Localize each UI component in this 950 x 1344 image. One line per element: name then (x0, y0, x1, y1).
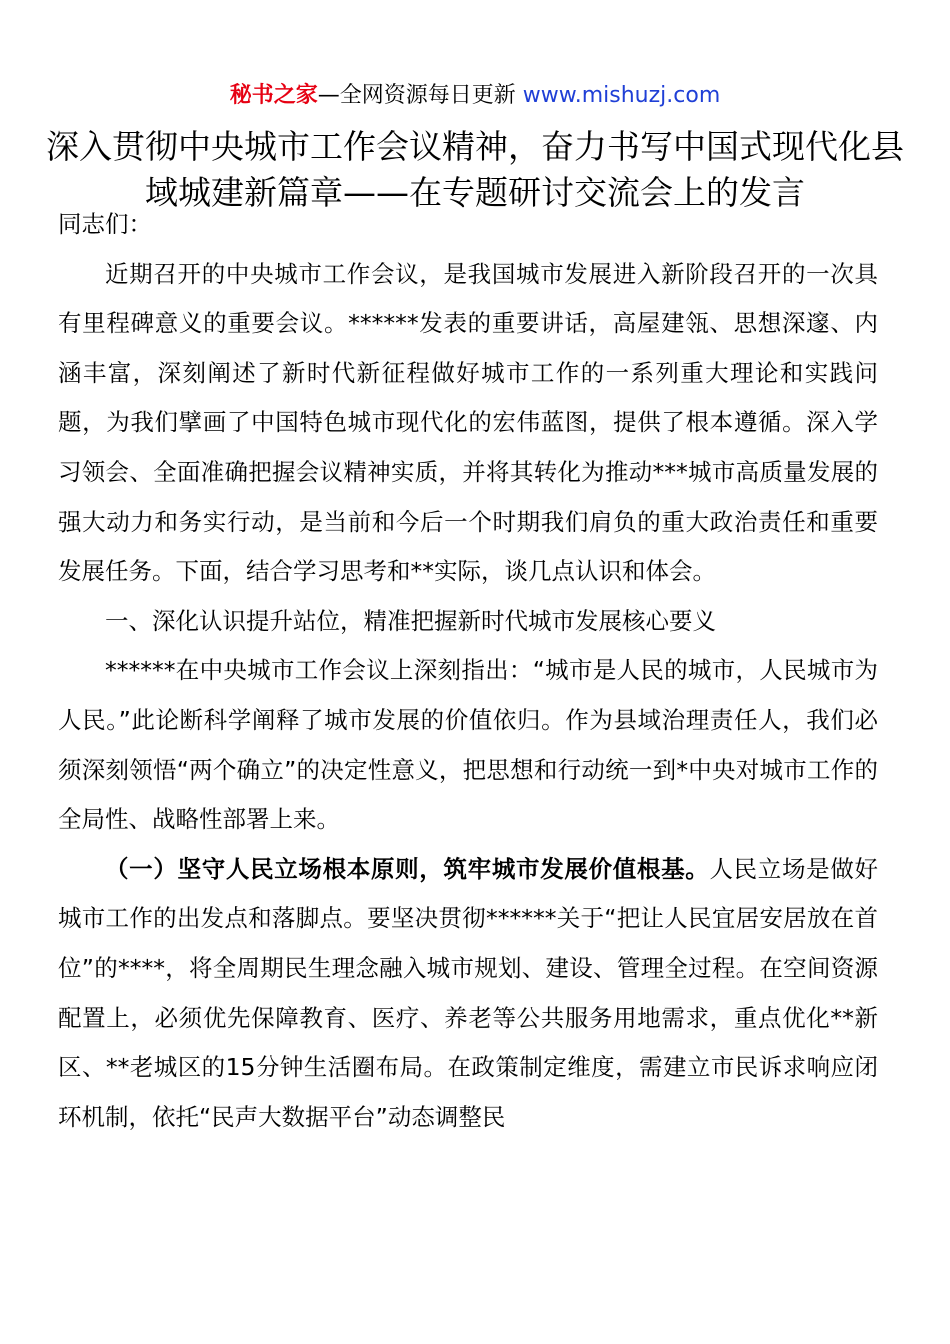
subsection-paragraph (58, 845, 878, 1143)
site-banner (0, 80, 950, 112)
brand-name: 秘书之家 (229, 83, 318, 108)
subsection-heading: （一）坚守人民立场根本原则，筑牢城市发展价值根基。 (105, 854, 710, 883)
intro-paragraph: 近期召开的中央城市工作会议，是我国城市发展进入新阶段召开的一次具有里程碑意义的重要会议。******发表的重要讲话，高屋建瓴、思想深邃、内涵丰富，深刻阐述了新时代新征程做好城市工作的一系列重大理论和实践问题，为我们擘画了中国特色城市现代化的宏伟蓝图，提供了根本遵循。深入学习领会、全面准确把握会议精神实质，并将其转化为推动***城市高质量发展的强大动力和务实行动，是当前和今后一个时期我们肩负的重大政治责任和重要发展任务。下面，结合学习思考和**实际，谈几点认识和体会。 (58, 259, 878, 586)
site-link[interactable]: www.mishuzj.com (522, 83, 721, 108)
subsection-text: 人民立场是做好城市工作的出发点和落脚点。要坚决贯彻******关于“把让人民宜居安居放在首位”的****，将全周期民生理念融入城市规划、建设、管理全过程。在空间资源配置上，必须优先保障教育、医疗、养老等公共服务用地需求，重点优化**新区、**老城区的15分钟生活圈布局。在政策制定维度，需建立市民诉求响应闭环机制，依托“民声大数据平台”动态调整民 (58, 854, 879, 1131)
salutation: 同志们： (58, 210, 152, 238)
banner-tagline: —全网资源每日更新 (317, 83, 516, 108)
section-paragraph: ******在中央城市工作会议上深刻指出：“城市是人民的城市，人民城市为人民。”此论断科学阐释了城市发展的价值依归。作为县域治理责任人，我们必须深刻领悟“两个确立”的决定性意义，把思想和行动统一到*中央对城市工作的全局性、战略性部署上来。 (58, 656, 878, 834)
section-heading: 一、深化认识提升站位，精准把握新时代城市发展核心要义 (105, 606, 716, 635)
document-title: 深入贯彻中央城市工作会议精神，奋力书写中国式现代化县域城建新篇章——在专题研讨交流会上的发言 (46, 127, 904, 212)
document-body (58, 200, 878, 1142)
